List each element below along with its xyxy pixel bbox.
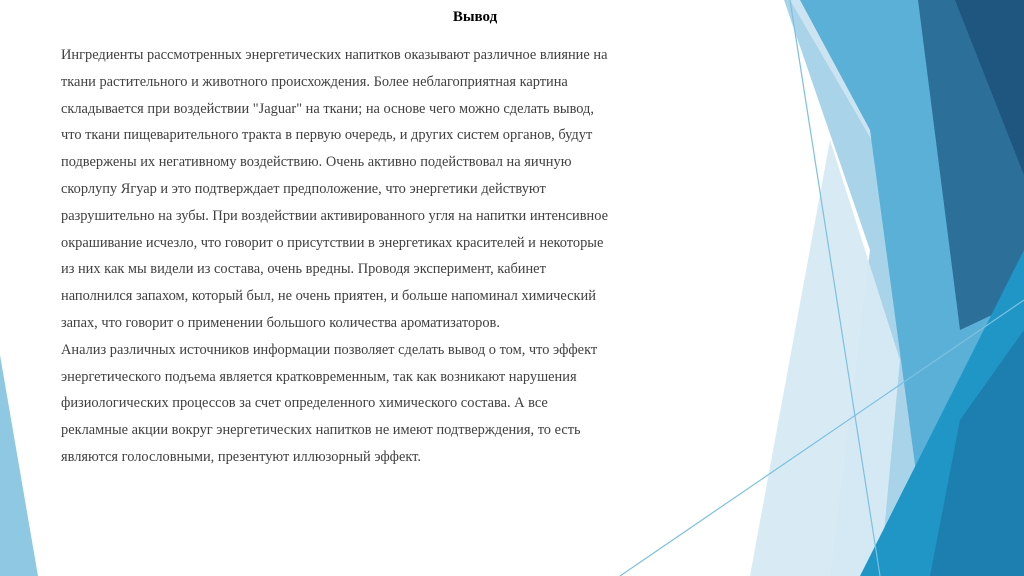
paragraph-2: Анализ различных источников информации позволяет сделать вывод о том, что эффект энергетического подъема является кратковременным, так как возникают нарушения физиологических процессов за счет определенного химического состава. А все рекламные акции вокруг энергетических напитков не имеют подтверждения, то есть являются голословными, презентуют иллюзорный эффект. (61, 341, 598, 465)
left-accent-triangle (0, 355, 38, 576)
slide-title: Вывод (452, 9, 498, 25)
paragraph-1: Ингредиенты рассмотренных энергетических напитков оказывают различное влияние на ткани растительного и животного происхождения. Более неблагоприятная картина складывается при воздействии "Jaguar" на ткани; на основе чего можно сделать вывод, что ткани пищеварительного тракта в первую очередь, и других систем органов, будут подвержены их негативному воздействию. Очень активно подействовал на яичную скорлупу Ягуар и это подтверждает предположение, что энергетики действуют разрушительно на зубы. При воздействии активированного угля на напитки интенсивное окрашивание исчезло, что говорит о присутствии в энергетиках красителей и некоторые из них как мы видели из состава, очень вредны. Проводя эксперимент, кабинет наполнился запахом, который был, не очень приятен, и больше напоминал химический запах, что говорит о применении большого количества ароматизаторов. (61, 47, 608, 331)
slide-body (61, 42, 609, 471)
